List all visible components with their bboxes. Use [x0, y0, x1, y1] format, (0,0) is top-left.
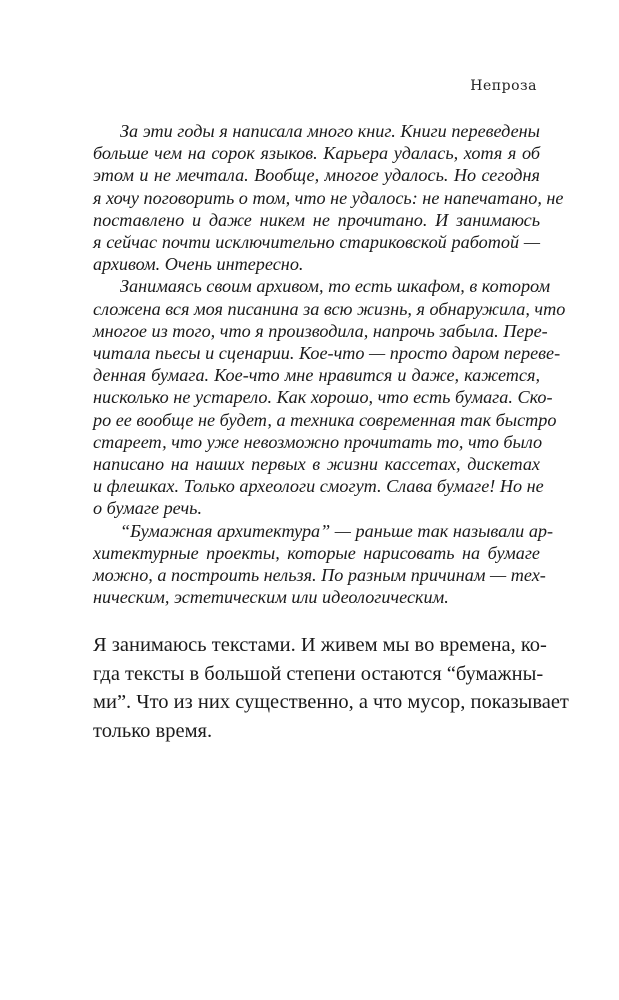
text-line: сложена вся моя писанина за всю жизнь, я обнаружила, что [93, 298, 566, 319]
body-text [93, 631, 569, 745]
text-line: ми”. Что из них существенно, а что мусор, показывает [93, 691, 569, 713]
text-line: Занимаясь своим архивом, то есть шкафом, в котором [120, 276, 551, 297]
text-line: ническим, эстетическим или идеологическим. [93, 587, 449, 608]
text-line: хитектурные проекты, которые нарисовать на бумаге [93, 542, 540, 563]
text-line: ро ее вообще не будет, а техника современная так быстро [93, 409, 557, 430]
text-line: Я занимаюсь текстами. И живем мы во времена, ко- [93, 634, 547, 656]
text-line: “Бумажная архитектура” — раньше так называли ар- [120, 520, 554, 541]
text-line: и флешках. Только археологи смогут. Слава бумаге! Но не [93, 476, 544, 497]
text-line: этом и не мечтала. Вообще, многое удалось. Но сегодня [93, 165, 540, 186]
text-line: о бумаге речь. [93, 498, 203, 519]
text-line: За эти годы я написала много книг. Книги переведены [120, 121, 540, 141]
text-line: многое из того, что я производила, напрочь забыла. Пере- [93, 320, 548, 341]
text-line: нисколько не устарело. Как хорошо, что есть бумага. Ско- [93, 387, 553, 408]
running-header: Непроза [470, 78, 537, 94]
text-line: больше чем на сорок языков. Карьера удалась, хотя я об [93, 143, 540, 164]
text-line: архивом. Очень интересно. [93, 254, 304, 275]
text-line: написано на наших первых в жизни кассетах, дискетах [93, 454, 540, 475]
text-line: стареет, что уже невозможно прочитать то, что было [93, 431, 543, 452]
text-line: только время. [93, 719, 213, 742]
text-line: денная бумага. Кое-что мне нравится и даже, кажется, [93, 365, 540, 386]
epigraph-block [93, 120, 566, 608]
text-line: гда тексты в большой степени остаются “бумажны- [93, 662, 544, 685]
text-line: я сейчас почти исключительно стариковской работой — [93, 232, 540, 253]
text-line: поставлено и даже никем не прочитано. И занимаюсь [93, 209, 540, 230]
text-line: читала пьесы и сценарии. Кое-что — просто даром переве- [93, 343, 561, 364]
text-line: можно, а построить нельзя. По разным причинам — тех- [93, 565, 546, 586]
text-line: я хочу поговорить о том, что не удалось: не напечатано, не [93, 187, 564, 208]
